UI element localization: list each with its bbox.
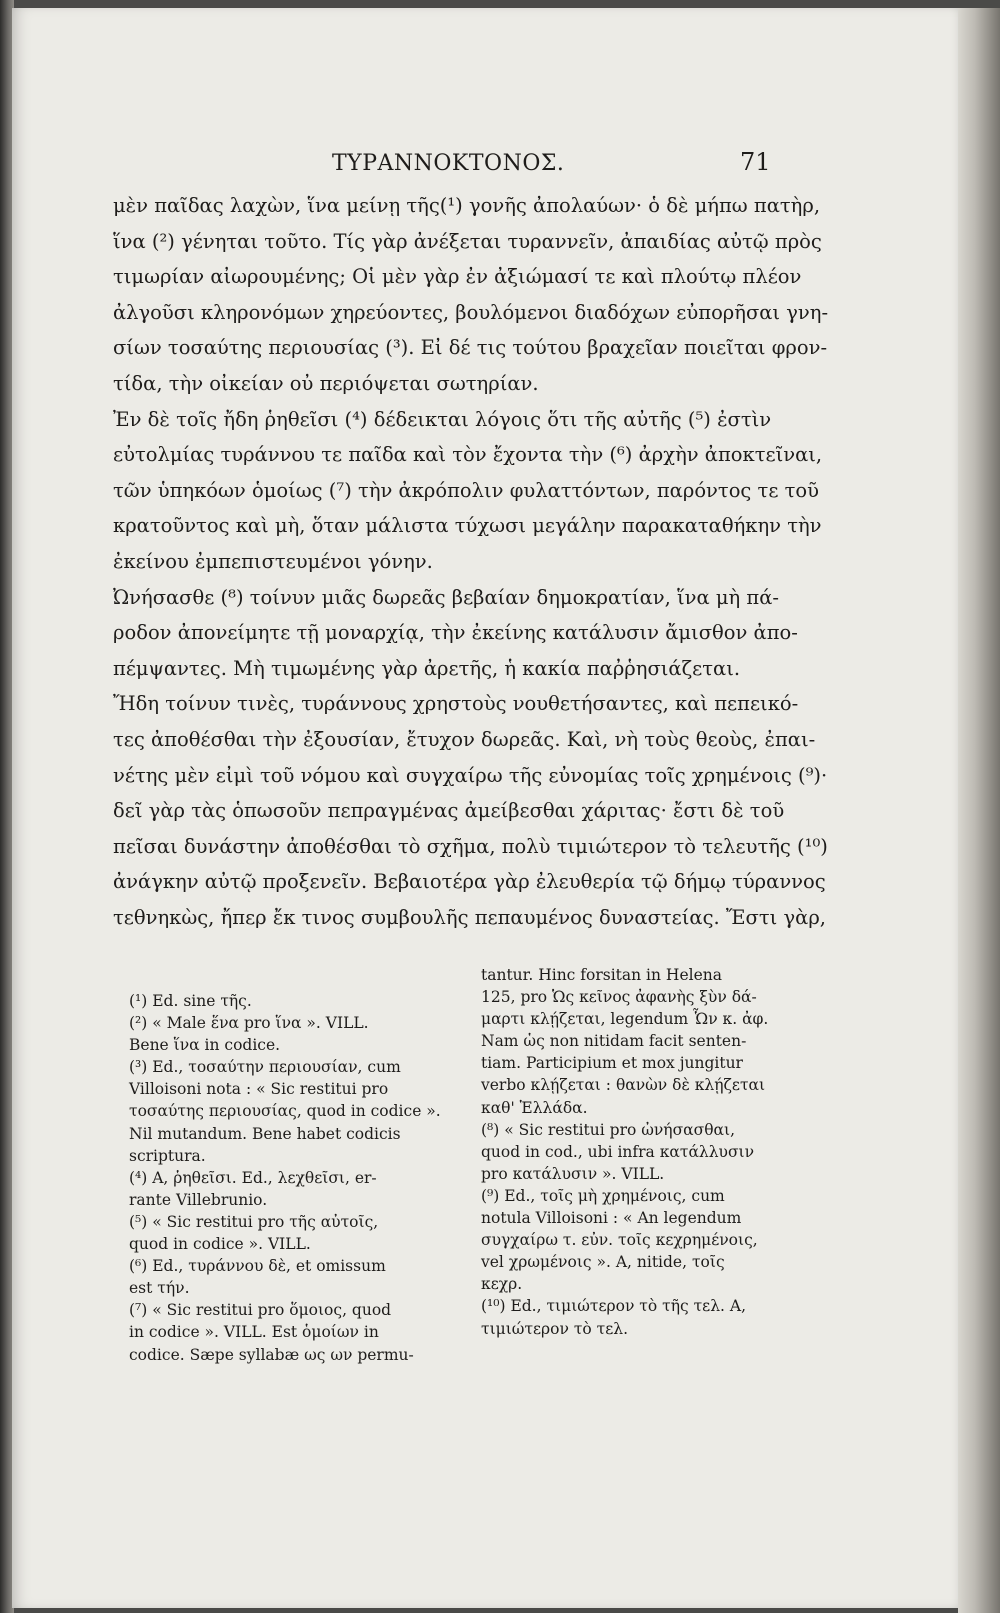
text-line: μὲν παῖδας λαχὼν, ἵνα μείνῃ τῆς(¹) γονῆς ἀπολαύων· ὁ δὲ μήπω πατὴρ, [113,194,821,217]
footnote-line: Nam ὡς non nitidam facit senten- [481,1032,747,1051]
footnote-line: συγχαίρω τ. εὐν. τοῖς κεχρημένοις, [481,1231,758,1250]
footnote-line: (⁶) Ed., τυράννου δὲ, et omissum [129,1257,386,1276]
text-line: κρατοῦντος καὶ μὴ, ὅταν μάλιστα τύχωσι μεγάλην παρακαταθήκην τὴν [113,514,822,538]
text-line: σίων τοσαύτης περιουσίας (³). Εἰ δέ τις τούτου βραχεῖαν ποιεῖται φρον- [113,336,828,360]
footnote-line: Nil mutandum. Bene habet codicis [129,1124,401,1143]
footnote-line: est τήν. [129,1279,190,1298]
footnote-line: codice. Sæpe syllabæ ως ων permu- [129,1345,414,1364]
footnote-line: (⁸) « Sic restitui pro ὠνήσασθαι, [481,1120,736,1139]
footnote-line: καθ' Ἑλλάδα. [481,1098,588,1117]
footnote-line: (⁷) « Sic restitui pro ὅμοιος, quod [129,1301,392,1320]
text-line: Ὠνήσασθε (⁸) τοίνυν μιᾶς δωρεᾶς βεβαίαν δημοκρατίαν, ἵνα μὴ πά- [113,585,779,609]
text-line: ἐκείνου ἐμπεπιστευμένοι γόνην. [113,549,433,573]
footnote-line: in codice ». VILL. Est ὁμοίων in [129,1323,379,1342]
footnotes-left-column [129,990,447,1366]
text-line: τίδα, τὴν οἰκείαν οὐ περιόψεται σωτηρίαν. [113,371,539,395]
footnote-line: τοσαύτης περιουσίας, quod in codice ». [129,1102,441,1121]
footnote-line: vel χρωμένοις ». A, nitide, τοῖς [481,1253,725,1272]
footnote-line: scriptura. [129,1146,206,1165]
footnote-line: Villoisoni nota : « Sic restitui pro [129,1080,389,1099]
footnote-line: 125, pro Ὡς κεῖνος ἀφανὴς ξὺν δά- [481,988,757,1007]
footnote-line: (¹⁰) Ed., τιμιώτερον τὸ τῆς τελ. A, [481,1297,747,1316]
text-line: τῶν ὑπηκόων ὁμοίως (⁷) τὴν ἀκρόπολιν φυλαττόντων, παρόντος τε τοῦ [113,478,820,502]
book-page [12,8,960,1608]
footnote-line: notula Villoisoni : « An legendum [481,1209,742,1228]
text-line: ἀλγοῦσι κληρονόμων χηρεύοντες, βουλόμενοι διαδόχων εὐπορῆσαι γνη- [113,300,829,324]
footnote-line: Bene ἵνα in codice. [129,1036,281,1055]
footnote-line: κεχρ. [481,1275,523,1294]
footnote-line: (¹) Ed. sine τῆς. [129,992,252,1010]
page-number: 71 [740,148,771,176]
footnote-line: rante Villebrunio. [129,1190,268,1209]
text-line: τιμωρίαν αἰωρουμένης; Οἱ μὲν γὰρ ἐν ἀξιώμασί τε καὶ πλούτῳ πλέον [113,265,802,289]
text-line: ἵνα (²) γένηται τοῦτο. Τίς γὰρ ἀνέξεται τυραννεῖν, ἀπαιδίας αὐτῷ πρὸς [113,229,822,253]
footnote-line: pro κατάλυσιν ». VILL. [481,1164,665,1183]
main-text-block [113,188,829,935]
footnote-line: tantur. Hinc forsitan in Helena [481,966,722,984]
footnote-line: quod in codice ». VILL. [129,1235,311,1254]
footnote-line: τιμιώτερον τὸ τελ. [481,1319,629,1338]
footnote-line: (²) « Male ἕνα pro ἵνα ». VILL. [129,1014,369,1033]
text-line: εὐτολμίας τυράννου τε παῖδα καὶ τὸν ἔχοντα τὴν (⁶) ἀρχὴν ἀποκτεῖναι, [113,443,823,467]
text-line: νέτης μὲν εἰμὶ τοῦ νόμου καὶ συγχαίρω τῆς εὐνομίας τοῖς χρημένοις (⁹)· [113,763,828,787]
footnote-line: quod in cod., ubi infra κατάλλυσιν [481,1142,755,1161]
text-line: Ἤδη τοίνυν τινὲς, τυράννους χρηστοὺς νουθετήσαντες, καὶ πεπεικό- [113,692,799,716]
footnote-line: tiam. Participium et mox jungitur [481,1054,743,1073]
footnotes-right-column [481,964,799,1340]
text-line: τεθνηκὼς, ἤπερ ἔκ τινος συμβουλῆς πεπαυμένος δυναστείας. Ἔστι γὰρ, [113,905,826,929]
footnote-line: (⁹) Ed., τοῖς μὴ χρημένοις, cum [481,1186,725,1205]
text-line: δεῖ γὰρ τὰς ὁπωσοῦν πεπραγμένας ἀμείβεσθαι χάριτας· ἔστι δὲ τοῦ [113,799,785,823]
text-line: ἀνάγκην αὐτῷ προξενεῖν. Βεβαιοτέρα γὰρ ἐλευθερία τῷ δήμῳ τύραννος [113,870,826,894]
text-line: ροδον ἀπονείμητε τῇ μοναρχίᾳ, τὴν ἐκείνης κατάλυσιν ἄμισθον ἀπο- [113,621,798,645]
footnote-line: (⁴) A, ῥηθεῖσι. Ed., λεχθεῖσι, er- [129,1168,377,1187]
text-line: πεῖσαι δυνάστην ἀποθέσθαι τὸ σχῆμα, πολὺ τιμιώτερον τὸ τελευτῆς (¹⁰) [113,834,828,858]
text-line: τες ἀποθέσθαι τὴν ἐξουσίαν, ἔτυχον δωρεᾶς. Καὶ, νὴ τοὺς θεοὺς, ἐπαι- [113,727,816,751]
footnote-line: μαρτι κλῄζεται, legendum Ὧν κ. ἀφ. [481,1010,769,1029]
footnote-line: (⁵) « Sic restitui pro τῆς αὐτοῖς, [129,1212,379,1231]
text-line: Ἐν δὲ τοῖς ἤδη ῥηθεῖσι (⁴) δέδεικται λόγοις ὅτι τῆς αὐτῆς (⁵) ἐστὶν [113,407,772,431]
footnote-line: (³) Ed., τοσαύτην περιουσίαν, cum [129,1058,401,1077]
page-edge-stack [958,8,1000,1613]
text-line: πέμψαντες. Μὴ τιμωμένης γὰρ ἀρετῆς, ἡ κακία παῤῥησιάζεται. [113,656,741,680]
footnote-line: verbo κλῄζεται : θανὼν δὲ κλῄζεται [481,1076,766,1095]
running-head: ΤΥΡΑΝΝΟΚΤΟΝΟΣ. [332,151,565,176]
